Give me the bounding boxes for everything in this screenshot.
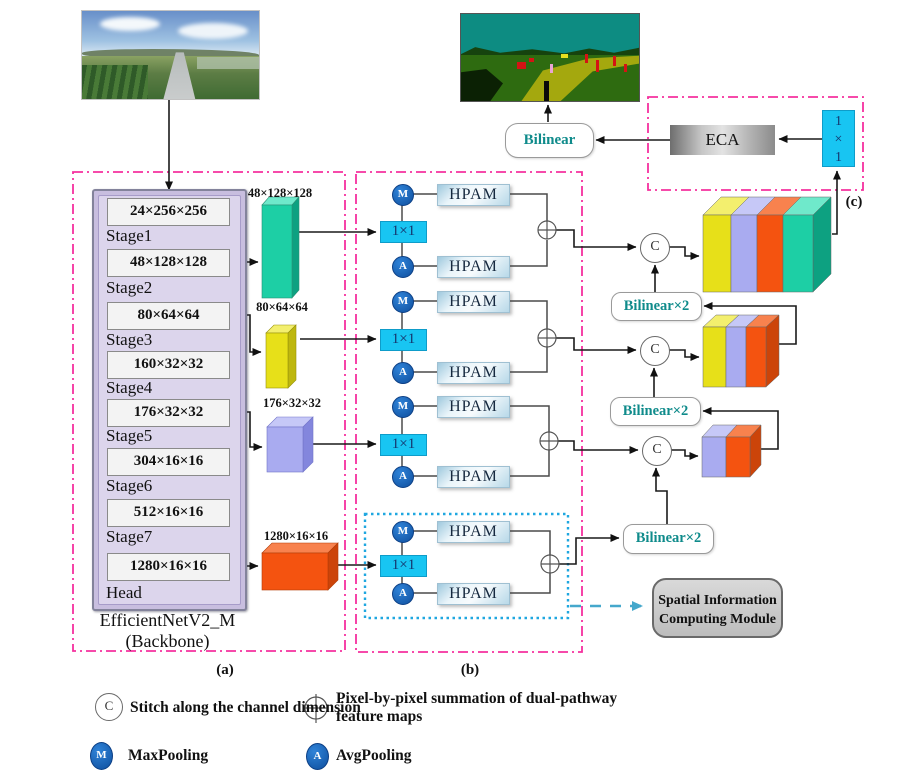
sum-nodes <box>538 221 559 573</box>
seg-tree-trunk <box>544 81 549 101</box>
seg-marker <box>596 60 599 72</box>
backbone-block-2: 80×64×64 <box>107 302 230 330</box>
input-image <box>81 10 260 100</box>
concat-node-3: C <box>642 436 672 466</box>
feature-map-1280 <box>262 543 338 590</box>
maxpool-node-4: M <box>392 521 414 543</box>
backbone-block-5: 304×16×16 <box>107 448 230 476</box>
bilinear-x2-2: Bilinear×2 <box>610 397 701 426</box>
feature-label-80: 80×64×64 <box>256 300 308 314</box>
photo-greenhouses <box>197 57 259 69</box>
feature-label-48: 48×128×128 <box>247 186 313 200</box>
section-label-b: (b) <box>460 662 480 678</box>
legend-sum-text-1: Pixel-by-pixel summation of dual-pathway <box>336 690 618 707</box>
backbone-name: EfficientNetV2_M <box>99 610 236 630</box>
conv1x1-3: 1×1 <box>380 434 427 456</box>
backbone-block-6: 512×16×16 <box>107 499 230 527</box>
backbone-stage-2: Stage2 <box>106 278 153 297</box>
conv1x1-vertical <box>822 110 855 167</box>
bilinear-x2-1: Bilinear×2 <box>611 292 702 321</box>
concat-node-2: C <box>640 336 670 366</box>
spatial-info-module-line2: Computing Module <box>658 612 777 627</box>
section-label-a: (a) <box>216 662 234 678</box>
backbone-stage-4: Stage4 <box>106 378 153 397</box>
seg-marker <box>517 62 526 69</box>
conv1x1-vertical-line: 1 <box>835 150 842 165</box>
conv1x1-4: 1×1 <box>380 555 427 577</box>
backbone-block-7: 1280×16×16 <box>107 553 230 581</box>
legend-avgpool-text: AvgPooling <box>336 747 412 764</box>
hpam-block-1b: HPAM <box>437 256 510 278</box>
legend-maxpool-icon: M <box>90 742 113 770</box>
backbone-stage-3: Stage3 <box>106 330 153 349</box>
eca-block: ECA <box>670 125 775 155</box>
legend-maxpool-text: MaxPooling <box>128 747 209 764</box>
bilinear-upsample: Bilinear <box>505 123 594 158</box>
legend-concat-icon: C <box>95 693 123 721</box>
seg-marker <box>529 58 534 62</box>
backbone-block-1: 48×128×128 <box>107 249 230 277</box>
hpam-block-4a: HPAM <box>437 521 510 543</box>
concat-node-1: C <box>640 233 670 263</box>
avgpool-node-2: A <box>392 362 414 384</box>
bilinear-x2-3: Bilinear×2 <box>623 524 714 554</box>
photo-crop-rows <box>82 65 148 99</box>
avgpool-node-1: A <box>392 256 414 278</box>
segmentation-output-image <box>460 13 640 102</box>
seg-marker <box>613 56 616 66</box>
legend-concat-text: Stitch along the channel dimension <box>130 699 361 716</box>
seg-marker <box>624 64 627 72</box>
decoder-lines <box>548 105 837 564</box>
section-label-c: (c) <box>845 194 863 210</box>
conv1x1-vertical-line: × <box>834 132 843 147</box>
seg-yellow-blob <box>561 54 568 58</box>
feature-label-176: 176×32×32 <box>263 396 321 410</box>
backbone-head-label: Head <box>106 583 142 602</box>
hpam-block-3b: HPAM <box>437 466 510 488</box>
spatial-info-module <box>652 578 783 638</box>
maxpool-node-2: M <box>392 291 414 313</box>
legend-avgpool-icon: A <box>306 743 329 770</box>
concat-stack-1 <box>703 197 831 292</box>
feature-label-1280: 1280×16×16 <box>263 529 329 543</box>
backbone-stage-7: Stage7 <box>106 527 153 546</box>
photo-cloud <box>100 17 160 31</box>
backbone-name-2: (Backbone) <box>125 631 210 651</box>
maxpool-node-1: M <box>392 184 414 206</box>
hpam-block-3a: HPAM <box>437 396 510 418</box>
seg-marker <box>585 54 588 63</box>
feature-map-80 <box>266 325 296 388</box>
hpam-block-4b: HPAM <box>437 583 510 605</box>
spatial-info-module-line1: Spatial Information <box>658 593 777 608</box>
photo-cloud <box>178 23 248 39</box>
conv1x1-2: 1×1 <box>380 329 427 351</box>
avgpool-node-3: A <box>392 466 414 488</box>
backbone-stage-6: Stage6 <box>106 476 153 495</box>
hpam-block-2a: HPAM <box>437 291 510 313</box>
feature-map-176 <box>267 417 313 472</box>
backbone-stage-5: Stage5 <box>106 426 153 445</box>
legend-sum-text-2: feature maps <box>336 708 423 725</box>
backbone-stage-1: Stage1 <box>106 226 153 245</box>
maxpool-node-3: M <box>392 396 414 418</box>
concat-stack-3 <box>702 425 761 477</box>
backbone-block-4: 176×32×32 <box>107 399 230 427</box>
conv1x1-vertical-line: 1 <box>835 114 842 129</box>
seg-pink-pole <box>550 64 553 73</box>
hpam-block-1a: HPAM <box>437 184 510 206</box>
backbone-block-input: 24×256×256 <box>107 198 230 226</box>
hpam-block-2b: HPAM <box>437 362 510 384</box>
feature-map-48 <box>262 197 299 298</box>
concat-stack-2 <box>703 315 779 387</box>
avgpool-node-4: A <box>392 583 414 605</box>
backbone-block-3: 160×32×32 <box>107 351 230 379</box>
conv1x1-1: 1×1 <box>380 221 427 243</box>
